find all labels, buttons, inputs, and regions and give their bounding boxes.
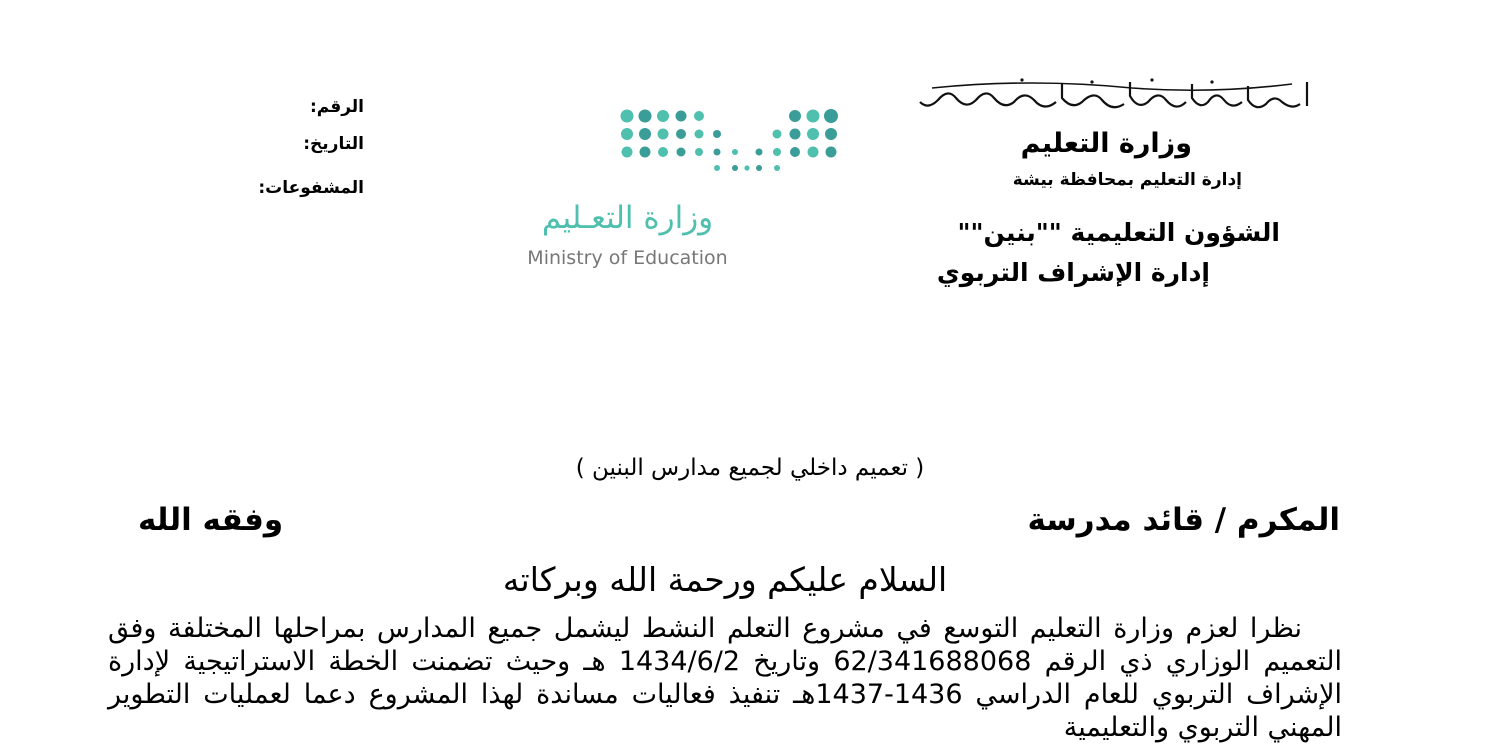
attachments-label: المشفوعات: [258,178,364,198]
logo-dot [807,128,819,140]
paragraph-text: نظرا لعزم وزارة التعليم التوسع في مشروع التعلم النشط ليشمل جميع المدارس بمراحلها المختلفة وفق التعميم الوزاري ذي الرقم 62/341688068 وتاريخ 1434/6/2 هـ وحيث تضمنت الخطة الاستراتيجية لإدارة الإشراف التربوي للعام الدراسي 1436-1437هـ تنفيذ فعاليات مساندة لهذا المشروع دعما لعمليات التطوير المهني التربوي والتعليمية [108,613,1343,743]
logo-dot [694,111,704,121]
education-admin: إدارة التعليم بمحافظة بيشة [1012,170,1242,190]
date-label: التاريخ: [303,134,364,154]
logo-dot [695,148,703,156]
logo-dot [756,149,763,156]
logo-dot [732,165,738,171]
logo-dot [774,165,780,171]
logo-dot [790,147,800,157]
greeting: السلام عليكم ورحمة الله وبركاته [502,560,948,599]
logo-dot [826,147,837,158]
logo-dot [773,148,781,156]
blessing: وفقه الله [138,502,284,538]
logo-dot [713,130,721,138]
logo-text-en: Ministry of Education [527,247,728,269]
logo-dot [808,147,819,158]
logo-dot [714,165,720,171]
educational-affairs: الشؤون التعليمية ""بنين"" [957,218,1280,247]
body-paragraph [108,612,1342,744]
logo-dot [676,129,686,139]
logo-dot [790,129,801,140]
logo-dot [744,165,749,170]
logo-dot [825,128,837,140]
circular-title: ( تعميم داخلي لجميع مدارس البنين ) [575,455,925,481]
logo-dot [622,147,633,158]
ministry-logo [505,82,850,287]
logo-dot [639,128,651,140]
logo-dot [789,110,801,122]
logo-dot [639,110,652,123]
logo-dot [657,110,669,122]
logo-dot [756,165,762,171]
logo-dot [658,129,669,140]
kingdom-calligraphy-art [912,74,1312,114]
logo-dot [807,110,820,123]
logo-dot [640,147,651,158]
addressee: المكرم / قائد مدرسة [1027,502,1340,538]
logo-text-ar: وزارة التعـليم [541,200,714,236]
logo-dot [676,111,687,122]
logo-dot [824,109,838,123]
kingdom-calligraphy [912,74,1312,114]
logo-dot [695,130,704,139]
logo-dot [732,149,738,155]
logo-dot [677,148,686,157]
logo-dot [714,149,721,156]
logo-dot [621,128,633,140]
ministry-name: وزارة التعليم [1020,128,1192,159]
number-label: الرقم: [309,97,364,117]
logo-dot [658,147,668,157]
logo-dot [621,110,634,123]
supervision-department: إدارة الإشراف التربوي [936,258,1210,287]
logo-dot [773,130,782,139]
